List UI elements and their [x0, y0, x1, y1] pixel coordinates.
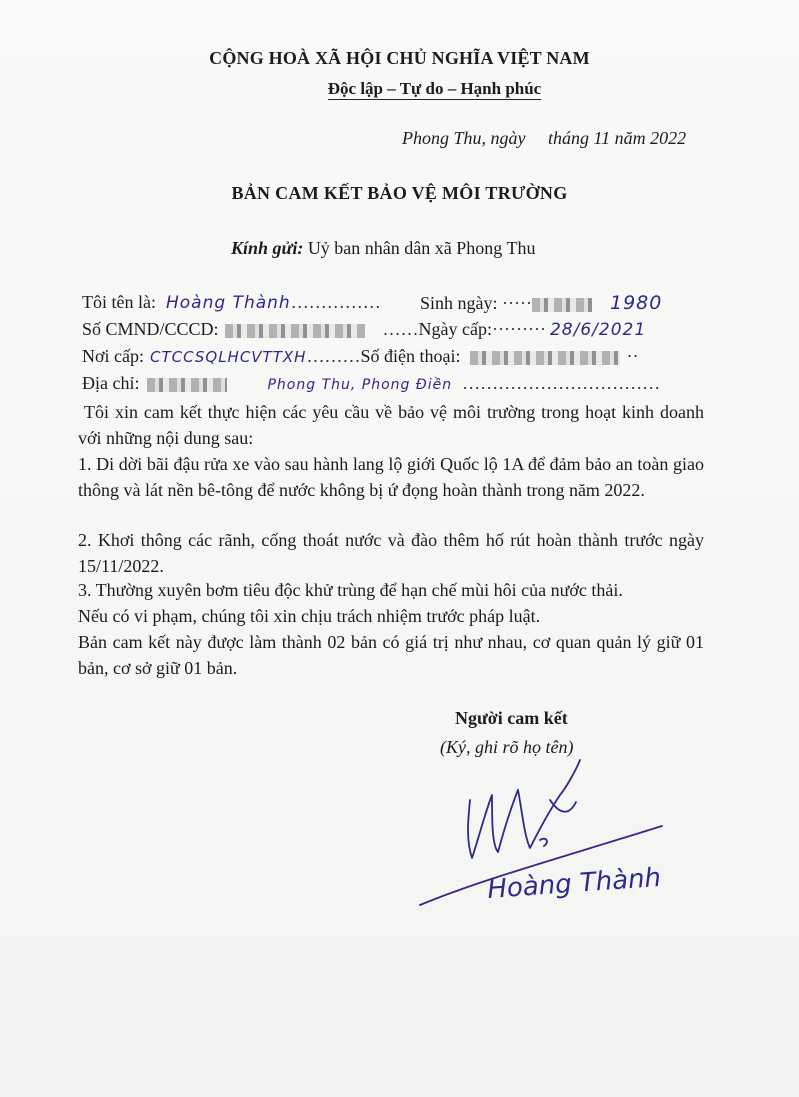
id-line: Số CMND/CCCD: ……Ngày cấp:········· 28/6/2021	[82, 319, 647, 340]
issue-date-label: Ngày cấp:	[418, 319, 493, 339]
signer-subtitle: (Ký, ghi rõ họ tên)	[440, 737, 574, 757]
signer-title: Người cam kết	[455, 708, 568, 728]
address-dots: ……………………………	[462, 373, 661, 393]
commitment-item-2: 2. Khơi thông các rãnh, cống thoát nước và đào thêm hố rút hoàn thành trước ngày 15/11/2022.	[78, 530, 704, 576]
national-title: CỘNG HOÀ XÃ HỘI CHỦ NGHĨA VIỆT NAM	[209, 48, 590, 68]
violation-statement: Nếu có vi phạm, chúng tôi xin chịu trách nhiệm trước pháp luật.	[78, 606, 541, 626]
name-value: Hoàng Thành	[165, 293, 291, 313]
handwritten-signature	[400, 740, 700, 930]
name-line	[82, 292, 381, 313]
id-label: Số CMND/CCCD:	[82, 319, 219, 339]
address-line	[82, 373, 660, 394]
recipient-value: Uỷ ban nhân dân xã Phong Thu	[307, 238, 536, 258]
issued-by-dots: ………	[306, 346, 361, 366]
dob-label: Sinh ngày:	[420, 293, 498, 313]
phone-label: Số điện thoại:	[360, 346, 461, 366]
commitment-item-1: 1. Di dời bãi đậu rửa xe vào sau hành lang lộ giới Quốc lộ 1A để đảm bảo an toàn giao thông và lát nền bê-tông để nước không bị ứ đọng hoàn thành trong năm 2022.	[78, 454, 704, 500]
id-dots: ……	[382, 319, 419, 339]
name-dots: ……………	[290, 292, 381, 312]
dob-line: Sinh ngày: ····· 1980	[420, 292, 663, 314]
redacted-address	[147, 378, 227, 392]
issued-by-label: Nơi cấp:	[82, 346, 144, 366]
dateline: Phong Thu, ngày tháng 11 năm 2022	[402, 128, 687, 148]
address-value: Phong Thu, Phong Điền	[267, 377, 453, 393]
commitment-item-3: 3. Thường xuyên bơm tiêu độc khử trùng để hạn chế mùi hôi của nước thải.	[78, 580, 623, 600]
issued-by-line: Nơi cấp: CTCCSQLHCVTTXH………Số điện thoại: ··	[82, 346, 639, 366]
motto-text: Độc lập – Tự do – Hạnh phúc	[327, 79, 542, 98]
redacted-dob	[532, 298, 592, 312]
redacted-phone	[470, 351, 620, 365]
recipient-label: Kính gửi:	[231, 238, 304, 258]
redacted-id	[225, 324, 365, 338]
name-label: Tôi tên là:	[82, 292, 156, 312]
address-label: Địa chỉ:	[82, 373, 140, 393]
recipient-line	[231, 238, 535, 259]
dob-value: 1980	[610, 292, 663, 314]
handwritten-name: Hoàng Thành	[486, 862, 662, 905]
document-title: BẢN CAM KẾT BẢO VỆ MÔI TRƯỜNG	[231, 183, 568, 203]
issue-date-value: 28/6/2021	[549, 320, 647, 340]
issued-by-value: CTCCSQLHCVTTXH	[150, 348, 307, 366]
motto	[0, 79, 799, 99]
copies-statement: Bản cam kết này được làm thành 02 bản có giá trị như nhau, cơ quan quản lý giữ 01 bản, cơ sở giữ 01 bản.	[78, 632, 704, 678]
intro-paragraph: Tôi xin cam kết thực hiện các yêu cầu về bảo vệ môi trường trong hoạt kinh doanh với những nội dung sau:	[78, 402, 704, 448]
